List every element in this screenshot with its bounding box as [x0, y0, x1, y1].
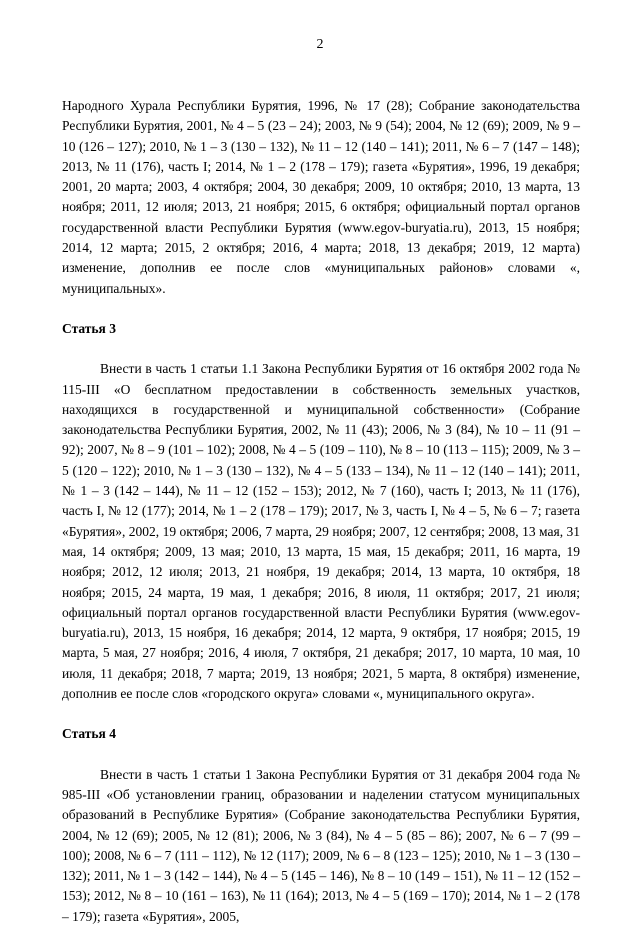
- article-3-title: Статья 3: [62, 320, 116, 336]
- article-4-paragraph: Внести в часть 1 статьи 1 Закона Республики Бурятия от 31 декабря 2004 года № 985-III «Об установлении границ, образовании и наделении статусом муниципальных образований в Республике Бурятия» (Собрание законодательства Республики Бурятия, 2004, № 12 (69); 2005, № 12 (81); 2006, № 3 (84), № 4 – 5 (85 – 86); 2007, № 6 – 7 (99 – 100); 2008, № 6 – 7 (111 – 112), № 12 (117); 2009, № 6 – 8 (123 – 125); 2010, № 1 – 3 (130 – 132); 2011, № 1 – 3 (142 – 144), № 4 – 5 (145 – 146), № 8 – 10 (149 – 151), № 11 – 12 (152 – 153); 2012, № 8 – 10 (161 – 163), № 11 (164); 2013, № 4 – 5 (169 – 170); 2014, № 1 – 2 (178 – 179); газета «Бурятия», 2005,: [62, 766, 580, 924]
- paragraph-continuation: Народного Хурала Республики Бурятия, 1996, № 17 (28); Собрание законодательства Республики Бурятия, 2001, № 4 – 5 (23 – 24); 2003, № 9 (54); 2004, № 12 (69); 2009, № 9 – 10 (126 – 127); 2010, № 1 – 3 (130 – 132), № 11 – 12 (140 – 141); 2011, № 6 – 7 (147 – 148); 2013, № 11 (176), часть I; 2014, № 1 – 2 (178 – 179); газета «Бурятия», 1996, 19 декабря; 2001, 20 марта; 2003, 4 октября; 2004, 30 декабря; 2009, 10 октября; 2010, 13 марта, 13 ноября; 2011, 12 июля; 2013, 21 ноября; 2015, 6 октября; официальный портал органов государственной власти Республики Бурятия (www.egov-buryatia.ru), 2013, 15 ноября; 2014, 12 марта; 2015, 2 октября; 2016, 4 марта; 2018, 13 декабря; 2019, 12 марта) изменение, дополнив ее после слов «муниципальных районов» словами «, муниципальных».: [62, 98, 580, 296]
- article-3-paragraph: Внести в часть 1 статьи 1.1 Закона Республики Бурятия от 16 октября 2002 года № 115-III «О бесплатном предоставлении в собственность земельных участков, находящихся в государственной и муниципальной собственности» (Собрание законодательства Республики Бурятия, 2002, № 11 (43); 2006, № 3 (84), № 10 – 11 (91 – 92); 2007, № 8 – 9 (101 – 102); 2008, № 4 – 5 (109 – 110), № 8 – 10 (113 – 115); 2009, № 3 – 5 (120 – 122); 2010, № 1 – 3 (130 – 132), № 4 – 5 (133 – 134), № 11 – 12 (140 – 141); 2011, № 1 – 3 (142 – 144), № 11 – 12 (152 – 153); 2012, № 7 (160), часть I; 2013, № 11 (176), часть I, № 12 (177); 2014, № 1 – 2 (178 – 179); 2017, № 3, часть I, № 4 – 5, № 6 – 7; газета «Бурятия», 2002, 19 октября; 2006, 7 марта, 29 ноября; 2007, 12 сентября; 2008, 13 мая, 31 мая, 14 октября; 2009, 13 мая; 2010, 13 марта, 15 мая, 15 декабря; 2011, 16 марта, 19 ноября; 2012, 12 июля; 2013, 21 ноября, 19 декабря; 2014, 13 марта, 10 октября, 18 ноября; 2015, 24 марта, 19 мая, 1 декабря; 2016, 8 июля, 11 октября; 2017, 21 июля; официальный портал органов государственной власти Республики Бурятия (www.egov-buryatia.ru), 2013, 15 ноября, 16 декабря; 2014, 12 марта, 9 октября, 17 ноября; 2015, 19 марта, 5 мая, 27 ноября; 2016, 4 июля, 7 октября, 21 декабря; 2017, 10 марта, 10 мая, 10 июля, 11 декабря; 2018, 7 марта; 2019, 13 ноября; 2021, 5 марта, 8 октября) изменение, дополнив ее после слов «городского округа» словами «, муниципального округа».: [62, 361, 580, 702]
- article-4-title: Статья 4: [62, 726, 116, 742]
- page-number: 2: [316, 37, 324, 52]
- document-body: [62, 96, 580, 927]
